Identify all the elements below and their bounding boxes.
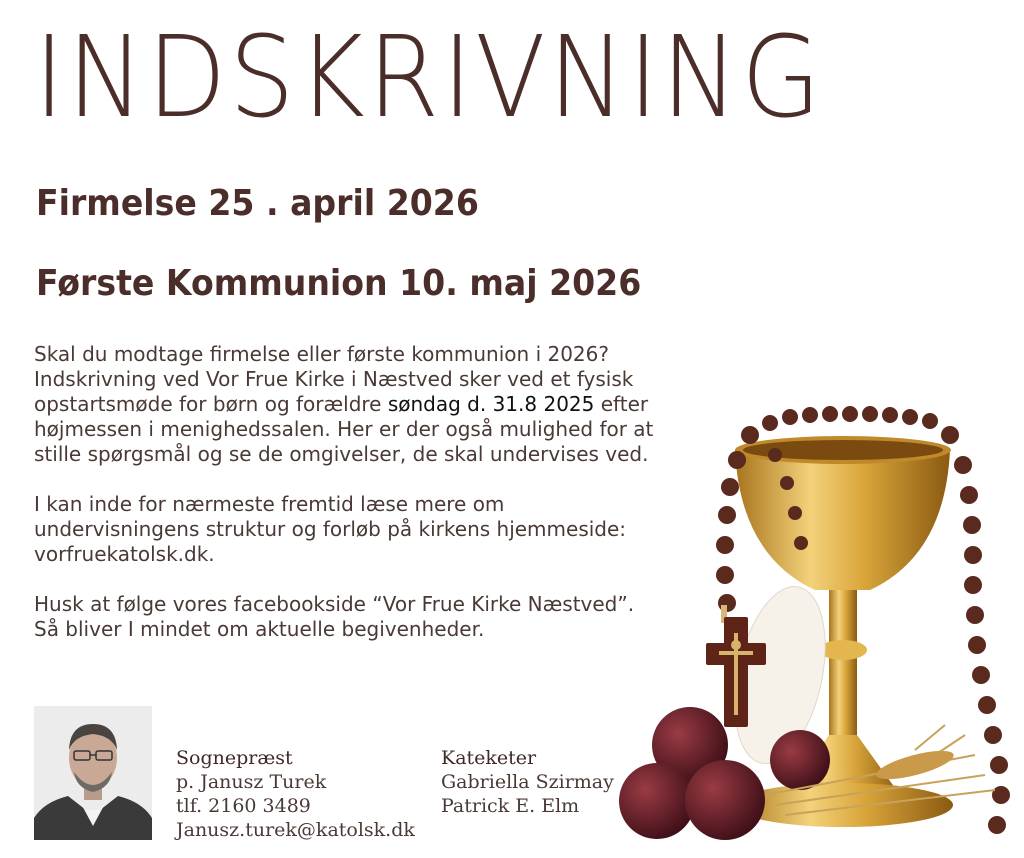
paragraph-facebook [34,592,674,642]
catechists-contact [441,746,614,818]
text-line: Skal du modtage firmelse eller første kommunion i 2026? [34,342,609,366]
text-line: højmessen i menighedssalen. Her er der også mulighed for at [34,417,654,441]
body-text [34,342,674,667]
text-line: stille spørgsmål og se de omgivelser, de skal undervises ved. [34,442,649,466]
priest-name: p. Janusz Turek [176,771,327,793]
text-line: efter [594,392,649,416]
paragraph-website [34,492,674,567]
priest-contact [176,746,415,842]
catechists-heading: Kateketer [441,747,537,769]
meeting-date: søndag d. 31.8 2025 [387,392,595,416]
text-line: undervisningens struktur og forløb på kirkens hjemmeside: [34,517,627,541]
text-line: opstartsmøde for børn og forældre [34,392,388,416]
priest-phone[interactable]: tlf. 2160 3489 [176,795,311,817]
priest-heading: Sognepræst [176,747,293,769]
confirmation-date: Firmelse 25 . april 2026 [36,183,479,224]
page-title: INDSKRIVNING [34,13,824,143]
text-line: Husk at følge vores facebookside “Vor Frue Kirke Næstved”. [34,592,635,616]
text-line: Indskrivning ved Vor Frue Kirke i Næstved sker ved et fysisk [34,367,634,391]
website-link[interactable]: vorfruekatolsk.dk. [34,542,215,566]
priest-photo [34,706,152,840]
catechist-name: Patrick E. Elm [441,795,580,817]
text-line: I kan inde for nærmeste fremtid læse mere om [34,492,505,516]
paragraph-registration [34,342,674,467]
priest-portrait-image [34,706,152,840]
catechist-name: Gabriella Szirmay [441,771,614,793]
text-line: Så bliver I mindet om aktuelle begivenheder. [34,617,485,641]
priest-email[interactable]: Janusz.turek@katolsk.dk [176,819,415,841]
chalice-rosary-illustration [615,405,1024,858]
first-communion-date: Første Kommunion 10. maj 2026 [36,263,642,304]
